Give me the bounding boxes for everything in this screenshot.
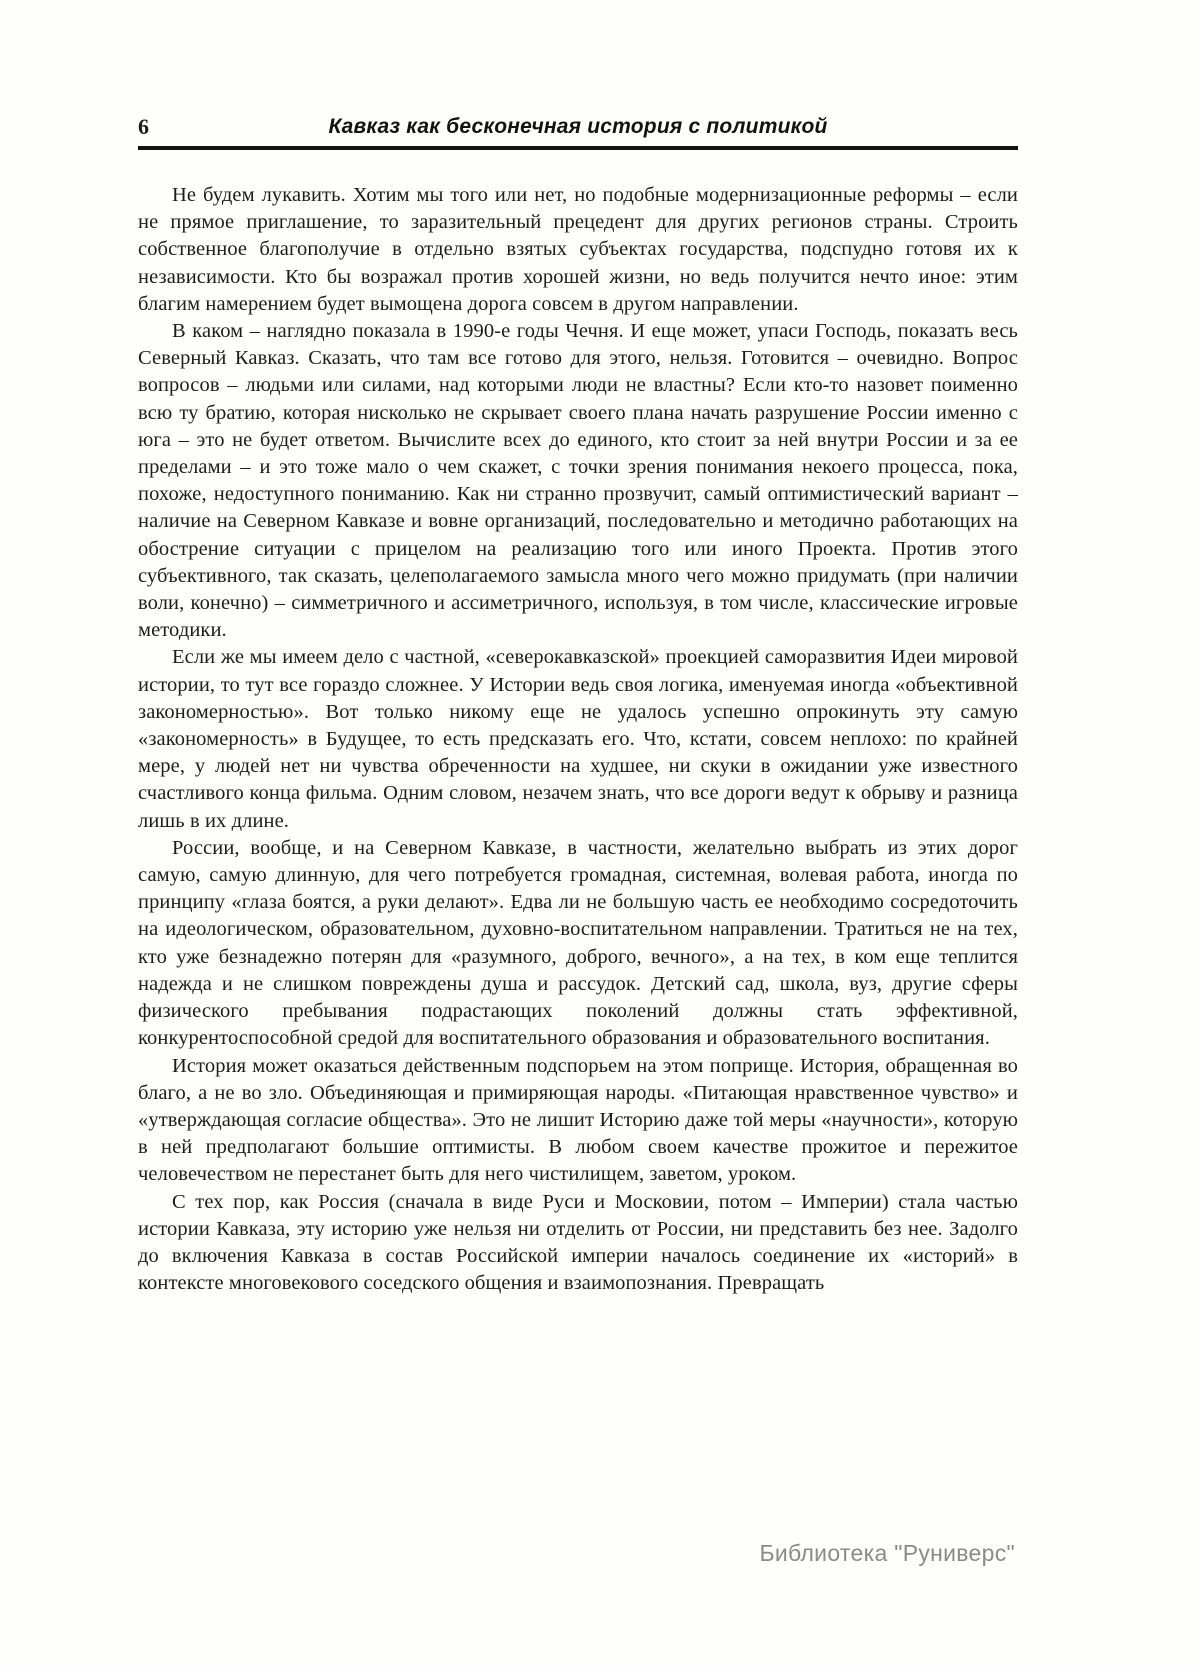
paragraph-4: России, вообще, и на Северном Кавказе, в частности, желательно выбрать из этих дорог самую, самую длинную, для чего потребуется громадная, системная, волевая работа, иногда по принципу «глаза боятся, а руки делают». Едва ли не большую часть ее необходимо сосредоточить на идеологическом, образовательном, духовно-воспитательном направлении. Тратиться не на тех, кто уже безнадежно потерян для «разумного, доброго, вечного», а на тех, в ком еще теплится надежда и не слишком повреждены душа и рассудок. Детский сад, школа, вуз, другие сферы физического пребывания подрастающих поколений должны стать эффективной, конкурентоспособной средой для воспитательного образования и образовательного воспитания.	[138, 836, 1018, 1050]
paragraph-3: Если же мы имеем дело с частной, «северокавказской» проекцией саморазвития Идеи мировой истории, то тут все гораздо сложнее. У Истории ведь своя логика, именуемая иногда «объективной закономерностью». Вот только никому еще не удалось успешно опрокинуть эту самую «закономерность» в Будущее, то есть предсказать его. Что, кстати, совсем неплохо: по крайней мере, у людей нет ни чувства обреченности на худшее, ни скуки в ожидании уже известного счастливого конца фильма. Одним словом, незачем знать, что все дороги ведут к обрыву и разница лишь в их длине.	[138, 646, 1018, 832]
paragraph-2: В каком – наглядно показала в 1990-е годы Чечня. И еще может, упаси Господь, показать весь Северный Кавказ. Сказать, что там все готово для этого, нельзя. Готовится – очевидно. Вопрос вопросов – людьми или силами, над которыми люди не властны? Если кто-то назовет поименно всю ту братию, которая нисколько не скрывает своего плана начать разрушение России именно с юга – это не будет ответом. Вычислите всех до единого, кто стоит за ней внутри России и за ее пределами – и это тоже мало о чем скажет, с точки зрения понимания некоего процесса, пока, похоже, недоступного пониманию. Как ни странно прозвучит, самый оптимистический вариант – наличие на Северном Кавказе и вовне организаций, последовательно и методично работающих на обострение ситуации с прицелом на реализацию того или иного Проекта. Против этого субъективного, так сказать, целеполагаемого замысла много чего можно придумать (при наличии воли, конечно) – симметричного и ассиметричного, используя, в том числе, классические игровые методики.	[138, 320, 1018, 642]
page-number: 6	[138, 114, 149, 139]
paragraph-1: Не будем лукавить. Хотим мы того или нет, но подобные модернизационные реформы – если не прямое приглашение, то заразительный прецедент для других регионов страны. Строить собственное благополучие в отдельно взятых субъектах государства, подспудно готовя их к независимости. Кто бы возражал против хорошей жизни, но ведь получится нечто иное: этим благим намерением будет вымощена дорога совсем в другом направлении.	[138, 184, 1018, 315]
page-body	[138, 182, 1018, 1297]
running-header-title: Кавказ как бесконечная история с политикой	[328, 115, 828, 138]
paragraph-6: С тех пор, как Россия (сначала в виде Руси и Московии, потом – Империи) стала частью истории Кавказа, эту историю уже нельзя ни отделить от России, ни представить без нее. Задолго до включения Кавказа в состав Российской империи началось соединение их «историй» в контексте многовекового соседского общения и взаимопознания. Превращать	[138, 1190, 1018, 1295]
library-watermark: Библиотека "Руниверс"	[759, 1540, 1015, 1566]
page-header	[138, 0, 1018, 150]
paragraph-5: История может оказаться действенным подспорьем на этом поприще. История, обращенная во благо, а не во зло. Объединяющая и примиряющая народы. «Питающая нравственное чувство» и «утверждающая согласие общества». Это не лишит Историю даже той меры «научности», которую в ней предполагают большие оптимисты. В любом своем качестве прожитое и пережитое человечеством не перестанет быть для него чистилищем, заветом, уроком.	[138, 1054, 1018, 1186]
page-content	[138, 0, 1018, 1297]
